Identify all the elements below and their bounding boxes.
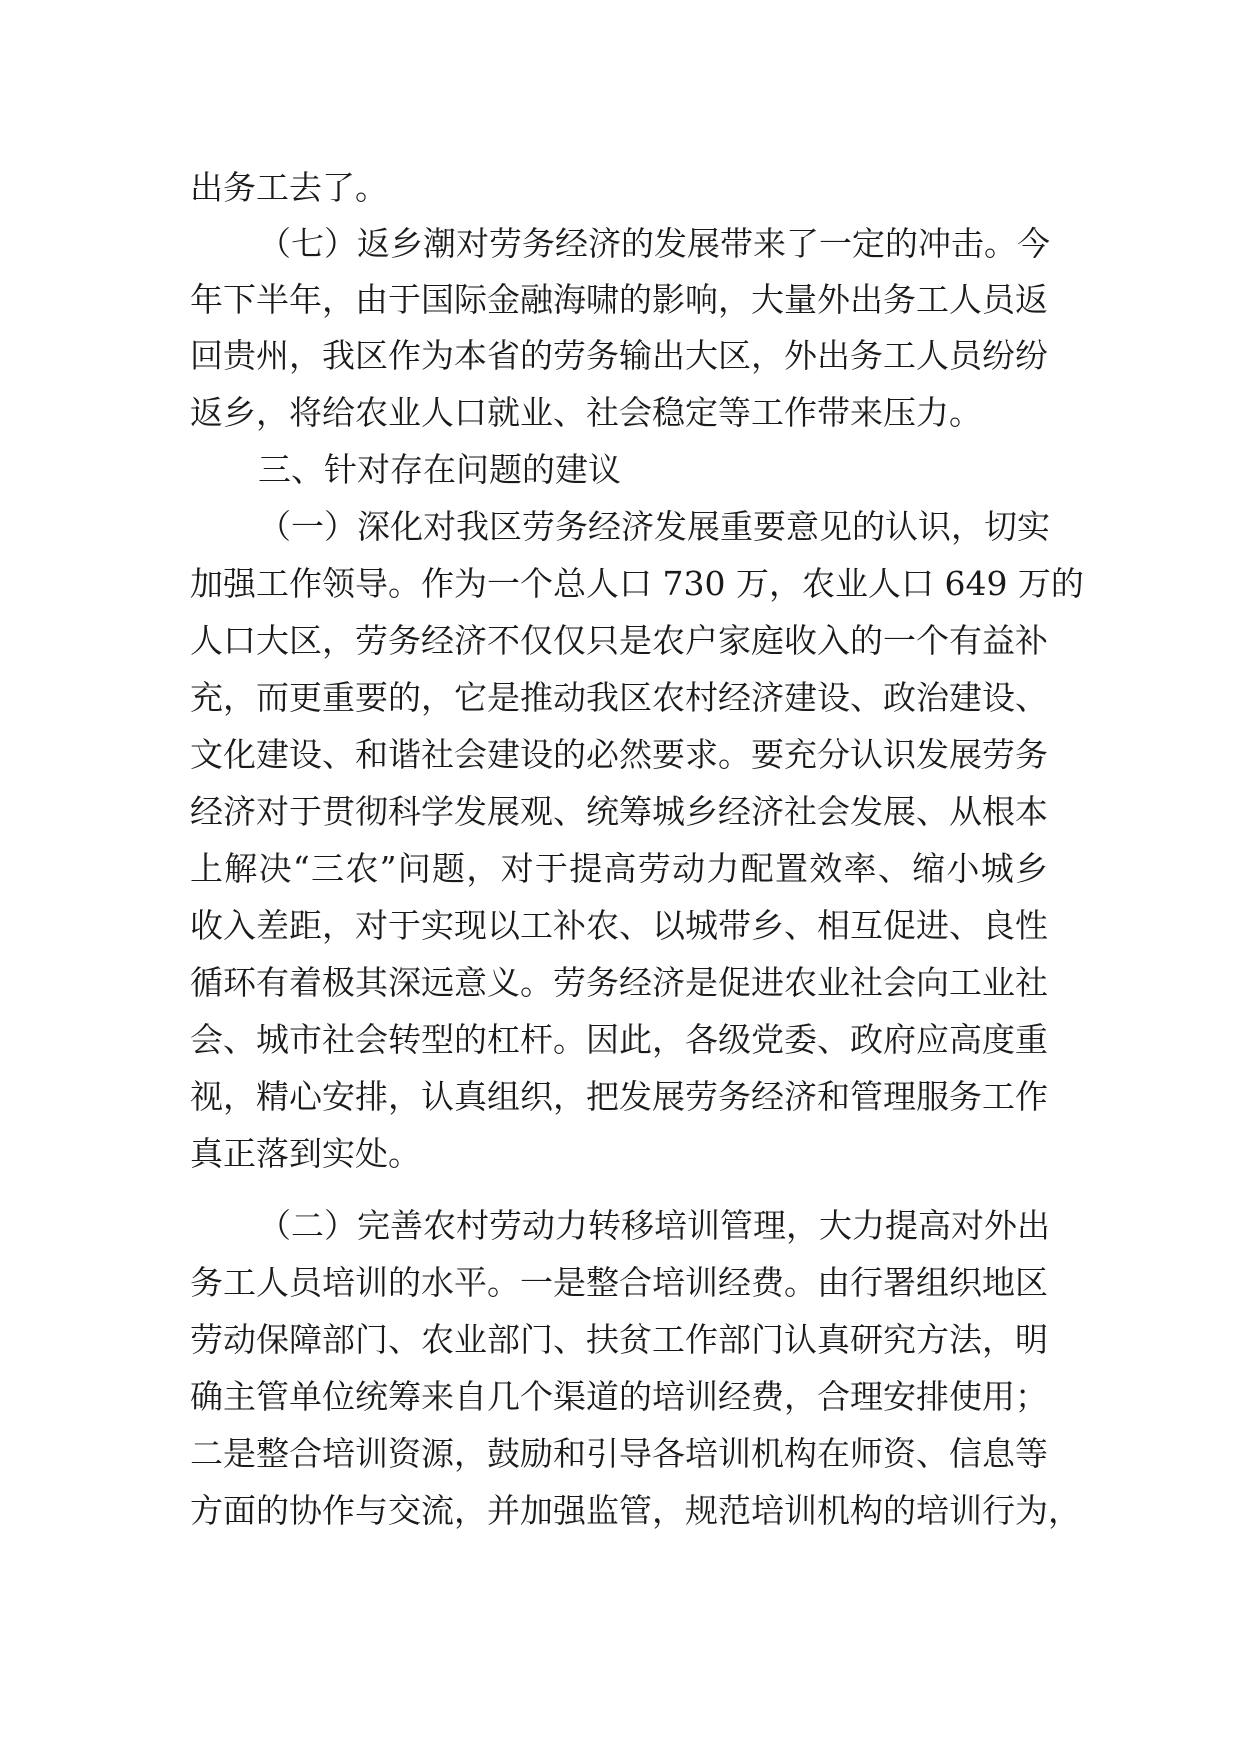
text-line: 回贵州，我区作为本省的劳务输出大区，外出务工人员纷纷 xyxy=(190,336,1048,375)
text-line: 返乡，将给农业人口就业、社会稳定等工作带来压力。 xyxy=(190,393,982,432)
text-line: （二）完善农村劳动力转移培训管理，大力提高对外出 xyxy=(258,1206,1050,1245)
text-line: （一）深化对我区劳务经济发展重要意见的认识，切实 xyxy=(258,507,1050,546)
text-line: 方面的协作与交流，并加强监管，规范培训机构的培训行为， xyxy=(190,1491,1081,1530)
text-line: 务工人员培训的水平。一是整合培训经费。由行署组织地区 xyxy=(190,1263,1048,1302)
text-line: 经济对于贯彻科学发展观、统筹城乡经济社会发展、从根本 xyxy=(190,792,1048,831)
text-line: （七）返乡潮对劳务经济的发展带来了一定的冲击。今 xyxy=(258,224,1050,263)
text-line: 收入差距，对于实现以工补农、以城带乡、相互促进、良性 xyxy=(190,906,1048,945)
text-line: 真正落到实处。 xyxy=(190,1134,421,1173)
text-line: 年下半年，由于国际金融海啸的影响，大量外出务工人员返 xyxy=(190,280,1048,319)
text-line: 加强工作领导。作为一个总人口 730 万，农业人口 649 万的 xyxy=(190,564,1084,603)
text-line: 确主管单位统筹来自几个渠道的培训经费，合理安排使用； xyxy=(190,1377,1048,1416)
text-line: 文化建设、和谐社会建设的必然要求。要充分认识发展劳务 xyxy=(190,735,1048,774)
text-line: 二是整合培训资源，鼓励和引导各培训机构在师资、信息等 xyxy=(190,1434,1048,1473)
text-line: 会、城市社会转型的杠杆。因此，各级党委、政府应高度重 xyxy=(190,1020,1048,1059)
text-line: 循环有着极其深远意义。劳务经济是促进农业社会向工业社 xyxy=(190,963,1048,1002)
text-line: 视，精心安排，认真组织，把发展劳务经济和管理服务工作 xyxy=(190,1077,1048,1116)
text-line: 人口大区，劳务经济不仅仅只是农户家庭收入的一个有益补 xyxy=(190,621,1048,660)
text-line: 上解决“三农”问题，对于提高劳动力配置效率、缩小城乡 xyxy=(190,849,1048,888)
section-heading: 三、针对存在问题的建议 xyxy=(258,450,621,489)
text-line: 劳动保障部门、农业部门、扶贫工作部门认真研究方法，明 xyxy=(190,1320,1048,1359)
text-line: 出务工去了。 xyxy=(190,168,388,207)
text-line: 充，而更重要的，它是推动我区农村经济建设、政治建设、 xyxy=(190,678,1048,717)
